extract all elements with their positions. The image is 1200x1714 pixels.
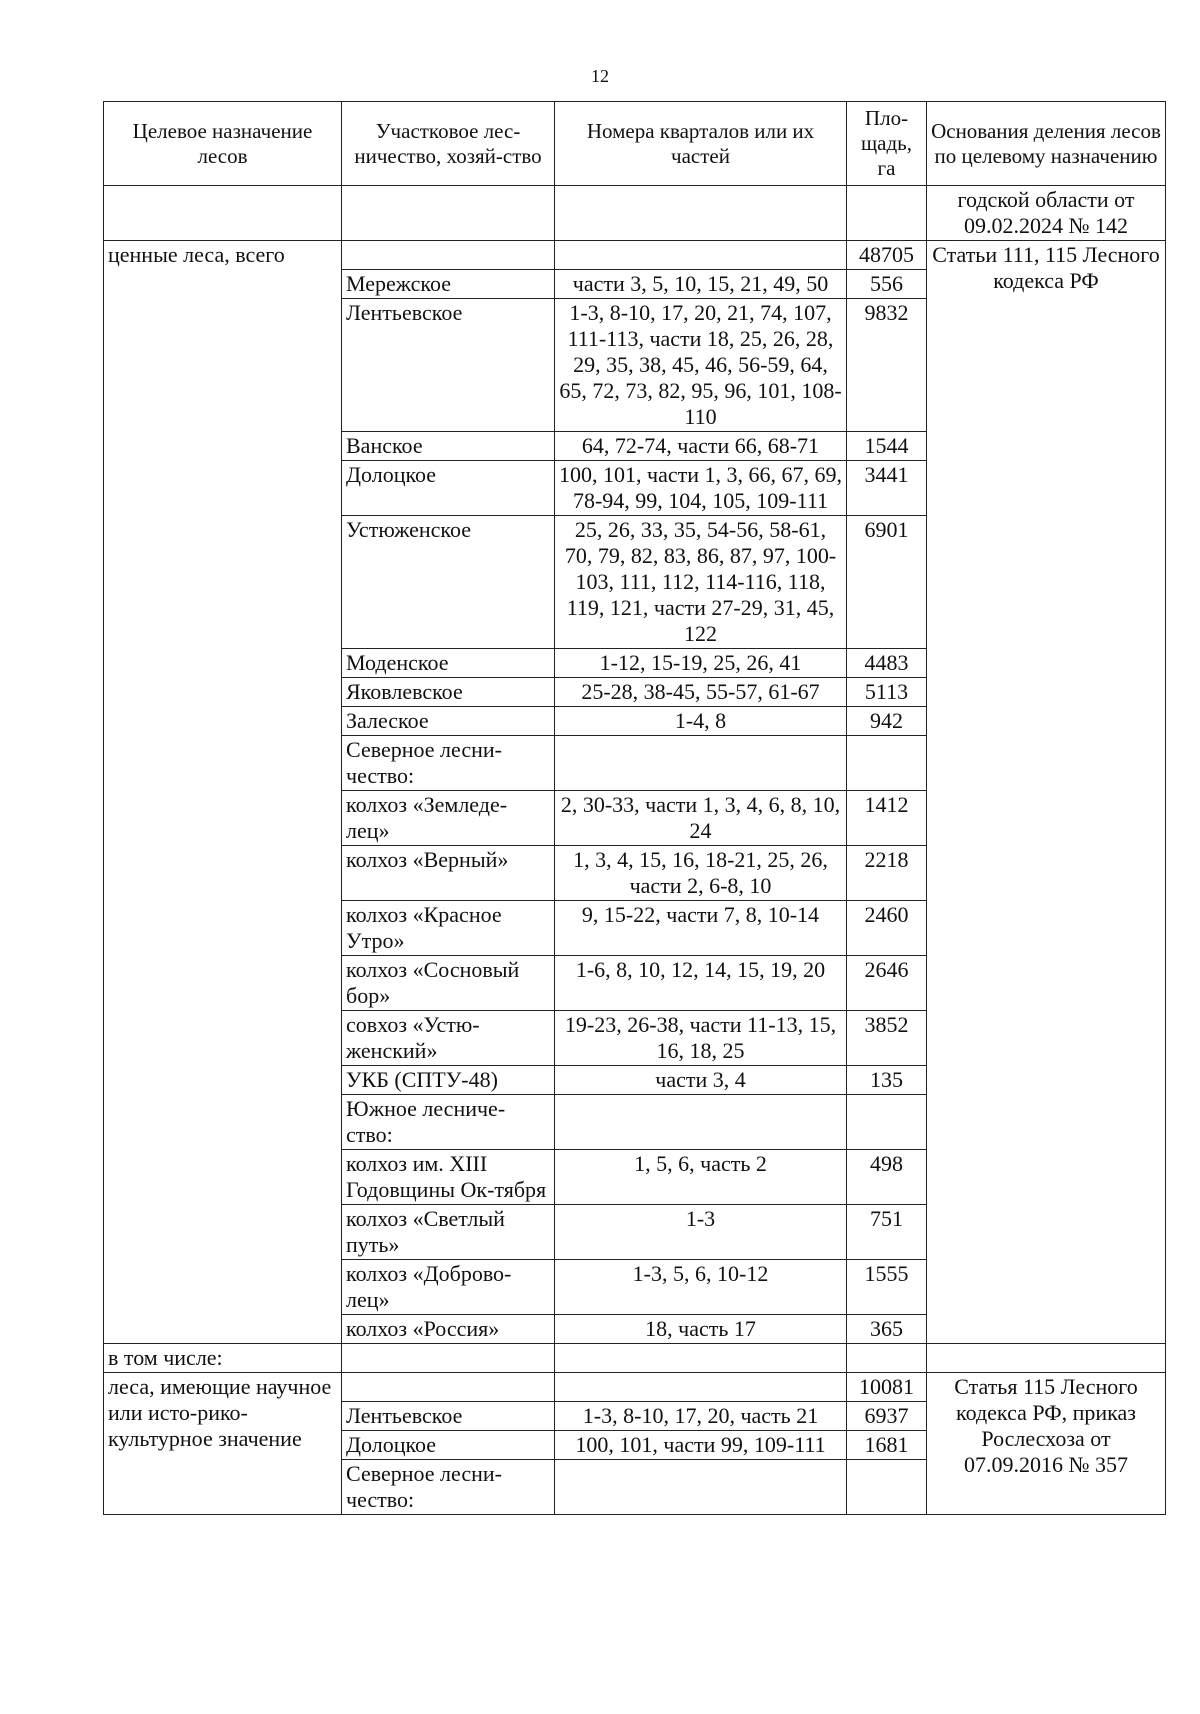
area-cell: 2646 xyxy=(847,956,927,1011)
forestry-cell xyxy=(342,241,555,270)
area-cell: 1681 xyxy=(847,1431,927,1460)
quarters-cell: 1-3, 8-10, 17, 20, часть 21 xyxy=(555,1402,847,1431)
valuable-label: ценные леса, всего xyxy=(104,241,342,1344)
table-body xyxy=(104,186,1166,1515)
forestry-cell: колхоз «Земледе-лец» xyxy=(342,791,555,846)
area-cell xyxy=(847,1344,927,1373)
forestry-cell: Лентьевское xyxy=(342,299,555,432)
area-cell: 135 xyxy=(847,1066,927,1095)
forestry-cell: колхоз «Красное Утро» xyxy=(342,901,555,956)
header-forestry: Участковое лес-ничество, хозяй-ство xyxy=(342,102,555,186)
quarters-cell: 1, 5, 6, часть 2 xyxy=(555,1150,847,1205)
basis-cell xyxy=(927,1344,1166,1373)
forestry-cell: Яковлевское xyxy=(342,678,555,707)
header-basis: Основания деления лесов по целевому назначению xyxy=(927,102,1166,186)
scientific-label: леса, имеющие научное или исто-рико-культурное значение xyxy=(104,1373,342,1515)
forestry-cell: Северное лесни-чество: xyxy=(342,1460,555,1515)
quarters-cell: 25, 26, 33, 35, 54-56, 58-61, 70, 79, 82, 83, 86, 87, 97, 100-103, 111, 112, 114-116, 118, 119, 121, части 27-29, 31, 45, 122 xyxy=(555,516,847,649)
area-cell: 6937 xyxy=(847,1402,927,1431)
area-cell: 498 xyxy=(847,1150,927,1205)
forestry-cell: колхоз «Доброво-лец» xyxy=(342,1260,555,1315)
forestry-cell: колхоз «Верный» xyxy=(342,846,555,901)
including-label: в том числе: xyxy=(104,1344,342,1373)
area-cell: 5113 xyxy=(847,678,927,707)
area-cell xyxy=(847,736,927,791)
quarters-cell xyxy=(555,241,847,270)
page-number: 12 xyxy=(591,66,609,86)
table-header-row xyxy=(104,102,1166,186)
scientific-total-area: 10081 xyxy=(847,1373,927,1402)
forestry-cell: Ванское xyxy=(342,432,555,461)
quarters-cell xyxy=(555,1344,847,1373)
forestry-cell: Моденское xyxy=(342,649,555,678)
quarters-cell xyxy=(555,1373,847,1402)
forestry-cell: совхоз «Устю-женский» xyxy=(342,1011,555,1066)
area-cell: 556 xyxy=(847,270,927,299)
forestry-cell: Долоцкое xyxy=(342,1431,555,1460)
scientific-basis: Статья 115 Лесного кодекса РФ, приказ Рослесхоза от 07.09.2016 № 357 xyxy=(927,1373,1166,1515)
including-row xyxy=(104,1344,1166,1373)
area-cell: 751 xyxy=(847,1205,927,1260)
quarters-cell: 18, часть 17 xyxy=(555,1315,847,1344)
area-cell: 942 xyxy=(847,707,927,736)
quarters-cell: 9, 15-22, части 7, 8, 10-14 xyxy=(555,901,847,956)
quarters-cell: 1-4, 8 xyxy=(555,707,847,736)
area-cell: 4483 xyxy=(847,649,927,678)
forestry-cell: колхоз им. XIII Годовщины Ок-тября xyxy=(342,1150,555,1205)
valuable-total-row xyxy=(104,241,1166,270)
quarters-cell: 1, 3, 4, 15, 16, 18-21, 25, 26, части 2, 6-8, 10 xyxy=(555,846,847,901)
header-quarters: Номера кварталов или их частей xyxy=(555,102,847,186)
quarters-cell: 100, 101, части 99, 109-111 xyxy=(555,1431,847,1460)
area-cell: 2460 xyxy=(847,901,927,956)
forestry-cell: Северное лесни-чество: xyxy=(342,736,555,791)
forestry-cell: Залеское xyxy=(342,707,555,736)
area-cell: 1412 xyxy=(847,791,927,846)
quarters-cell: 100, 101, части 1, 3, 66, 67, 69, 78-94, 99, 104, 105, 109-111 xyxy=(555,461,847,516)
area-cell: 9832 xyxy=(847,299,927,432)
forestry-cell xyxy=(342,1344,555,1373)
quarters-cell xyxy=(555,736,847,791)
forestry-cell: Лентьевское xyxy=(342,1402,555,1431)
area-cell: 1544 xyxy=(847,432,927,461)
forestry-cell: колхоз «Сосновый бор» xyxy=(342,956,555,1011)
area-cell xyxy=(847,1460,927,1515)
area-cell: 3852 xyxy=(847,1011,927,1066)
area-cell: 2218 xyxy=(847,846,927,901)
forestry-cell: колхоз «Россия» xyxy=(342,1315,555,1344)
quarters-cell: 1-6, 8, 10, 12, 14, 15, 19, 20 xyxy=(555,956,847,1011)
forestry-cell: Мережское xyxy=(342,270,555,299)
quarters-cell: 1-12, 15-19, 25, 26, 41 xyxy=(555,649,847,678)
forestry-cell: колхоз «Светлый путь» xyxy=(342,1205,555,1260)
forest-purpose-table xyxy=(103,101,1166,1515)
scientific-total-row xyxy=(104,1373,1166,1402)
forestry-cell: Устюженское xyxy=(342,516,555,649)
quarters-cell: части 3, 5, 10, 15, 21, 49, 50 xyxy=(555,270,847,299)
quarters-cell xyxy=(555,1095,847,1150)
forestry-cell xyxy=(342,1373,555,1402)
quarters-cell: 19-23, 26-38, части 11-13, 15, 16, 18, 25 xyxy=(555,1011,847,1066)
area-cell: 365 xyxy=(847,1315,927,1344)
forestry-cell: Южное лесниче-ство: xyxy=(342,1095,555,1150)
area-cell xyxy=(847,1095,927,1150)
quarters-cell: части 3, 4 xyxy=(555,1066,847,1095)
area-cell: 1555 xyxy=(847,1260,927,1315)
quarters-cell: 25-28, 38-45, 55-57, 61-67 xyxy=(555,678,847,707)
area-cell: 6901 xyxy=(847,516,927,649)
forestry-cell: Долоцкое xyxy=(342,461,555,516)
carry-over-basis: годской области от 09.02.2024 № 142 xyxy=(927,186,1166,241)
valuable-total-area: 48705 xyxy=(847,241,927,270)
forestry-cell: УКБ (СПТУ-48) xyxy=(342,1066,555,1095)
quarters-cell xyxy=(555,1460,847,1515)
header-purpose: Целевое назначение лесов xyxy=(104,102,342,186)
valuable-basis: Статьи 111, 115 Лесного кодекса РФ xyxy=(927,241,1166,1344)
carry-over-row xyxy=(104,186,1166,241)
quarters-cell: 2, 30-33, части 1, 3, 4, 6, 8, 10, 24 xyxy=(555,791,847,846)
quarters-cell: 1-3, 5, 6, 10-12 xyxy=(555,1260,847,1315)
quarters-cell: 1-3 xyxy=(555,1205,847,1260)
area-cell: 3441 xyxy=(847,461,927,516)
header-area: Пло-щадь, га xyxy=(847,102,927,186)
quarters-cell: 1-3, 8-10, 17, 20, 21, 74, 107, 111-113, части 18, 25, 26, 28, 29, 35, 38, 45, 46, 56-59, 64, 65, 72, 73, 82, 95, 96, 101, 108-110 xyxy=(555,299,847,432)
quarters-cell: 64, 72-74, части 66, 68-71 xyxy=(555,432,847,461)
